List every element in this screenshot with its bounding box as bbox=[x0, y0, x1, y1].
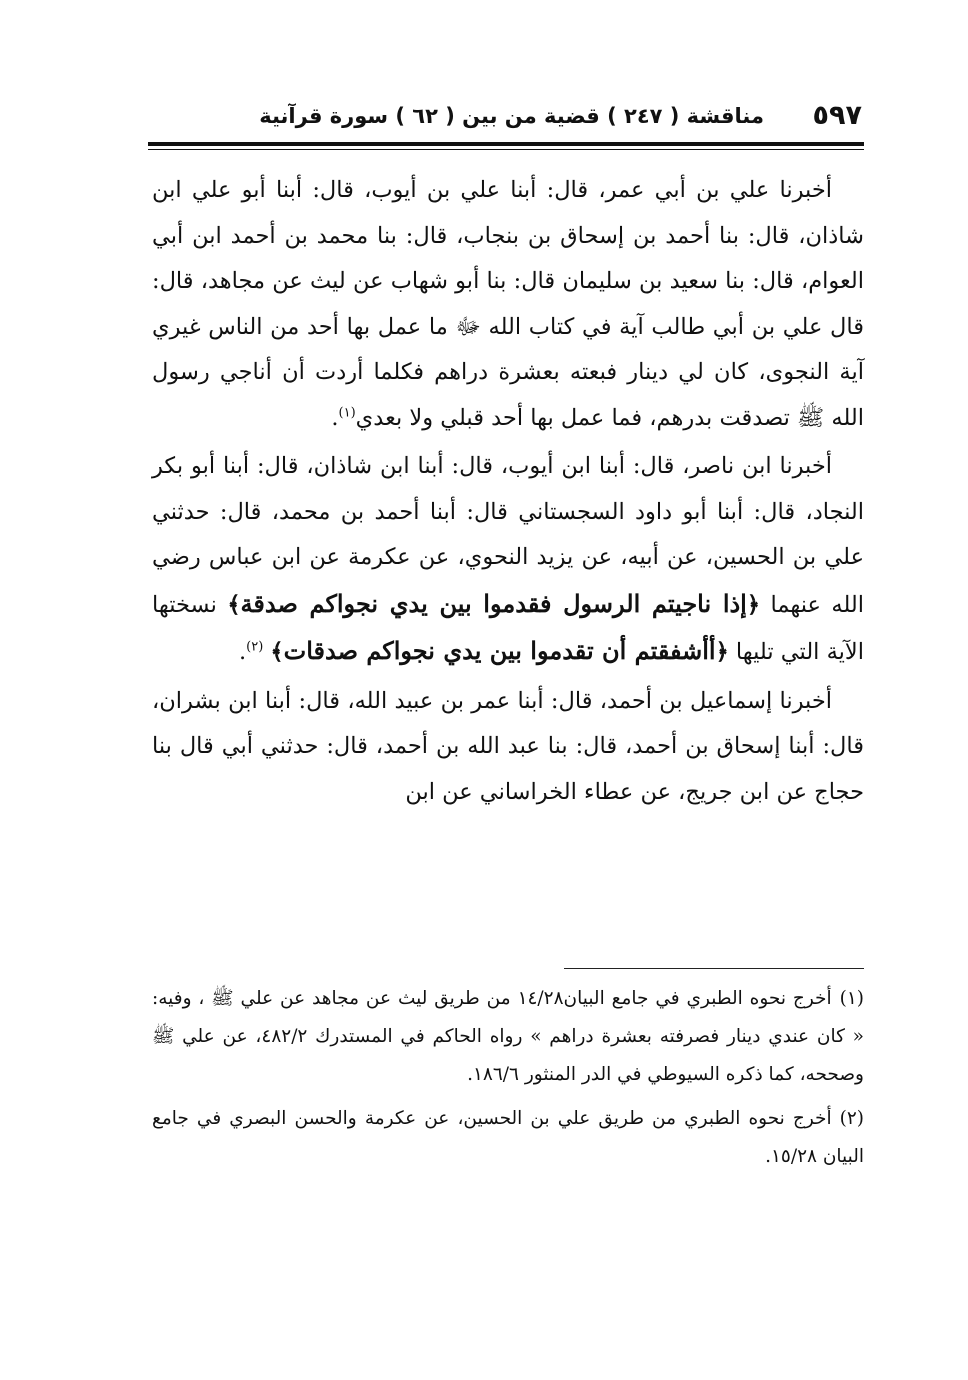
footnote-separator bbox=[564, 968, 864, 969]
footnote-1 bbox=[152, 980, 864, 1094]
header-rule-thick bbox=[148, 142, 864, 146]
main-text bbox=[152, 168, 864, 818]
footnotes bbox=[152, 980, 864, 1182]
running-title: مناقشة ( ٢٤٧ ) قضية من بين ( ٦٢ ) سورة قرآنية bbox=[259, 104, 764, 128]
footnote-ref-2: (٢) bbox=[246, 639, 264, 655]
footnote-1-text: أخرج نحوه الطبري في جامع البيان١٤/٢٨ من طريق ليث عن مجاهد عن علي ﷺ ، وفيه: « كان عندي دينار فصرفته بعشرة دراهم » رواه الحاكم في المستدرك ٤٨٢/٢، عن علي ﷺ وصححه، كما ذكره السيوطي في الدر المنثور ١٨٦/٦. bbox=[152, 988, 864, 1085]
footnote-2-text: أخرج نحوه الطبري من طريق علي بن الحسين، عن عكرمة والحسن البصري في جامع البيان ١٥/٢٨. bbox=[152, 1108, 864, 1167]
quran-bracket-open: ﴿ bbox=[715, 639, 729, 665]
paragraph-3-text: أخبرنا إسماعيل بن أحمد، قال: أبنا عمر بن عبيد الله، قال: أبنا ابن بشران، قال: أبنا إسحاق بن أحمد، قال: بنا عبد الله بن أحمد، قال: حدثني أبي قال بنا حجاج عن ابن جريج، عن عطاء الخراساني عن ابن bbox=[152, 687, 864, 805]
footnote-ref-1: (١) bbox=[338, 405, 356, 420]
paragraph-2-middle: نسختها الآية التي تليها bbox=[152, 591, 864, 665]
quran-verse-2: أأشفقتم أن تقدموا بين يدي نجواكم صدقات bbox=[283, 636, 716, 665]
quran-bracket-close: ﴾ bbox=[270, 639, 284, 665]
quran-bracket-close: ﴾ bbox=[227, 591, 241, 618]
paragraph-1-text: أخبرنا علي بن أبي عمر، قال: أبنا علي بن أيوب، قال: أبنا أبو علي ابن شاذان، قال: بنا أحمد بن إسحاق بن بنجاب، قال: بنا محمد بن أحمد ابن أبي العوام، قال: بنا سعيد بن سليمان قال: بنا أبو شهاب عن ليث عن مجاهد، قال: قال علي بن أبي طالب آية في كتاب الله ﷻ ما عمل بها أحد من الناس غيري آية النجوى، كان لي دينار فبعته بعشرة دراهم فكلما أردت أن أناجي رسول الله ﷺ تصدقت بدرهم، فما عمل بها أحد قبلي ولا بعدي bbox=[152, 177, 864, 431]
footnote-2 bbox=[152, 1100, 864, 1176]
paragraph-3 bbox=[152, 679, 864, 816]
running-header bbox=[148, 100, 864, 140]
quran-bracket-open: ﴿ bbox=[746, 591, 761, 618]
footnote-1-number: (١) bbox=[839, 988, 864, 1009]
paragraph-2 bbox=[152, 444, 864, 676]
paragraph-2-text: أخبرنا ابن ناصر، قال: أبنا ابن أيوب، قال: أبنا ابن شاذان، قال: أبنا أبو بكر النجاد، قال: أبنا أبو داود السجستاني قال: أبنا أحمد بن محمد، قال: حدثني علي بن الحسين، عن أبيه، عن يزيد النحوي، عن عكرمة عن ابن عباس رضي الله عنهما bbox=[152, 453, 864, 618]
paragraph-1 bbox=[152, 168, 864, 441]
footnote-2-number: (٢) bbox=[839, 1108, 864, 1129]
paragraph-1-end: . bbox=[331, 404, 339, 431]
quran-verse-1: إذا ناجيتم الرسول فقدموا بين يدي نجواكم صدقة bbox=[240, 588, 747, 618]
paragraph-2-end: . bbox=[238, 639, 247, 665]
header-rule-thin bbox=[148, 149, 864, 150]
page-number: ٥٩٧ bbox=[812, 100, 862, 131]
